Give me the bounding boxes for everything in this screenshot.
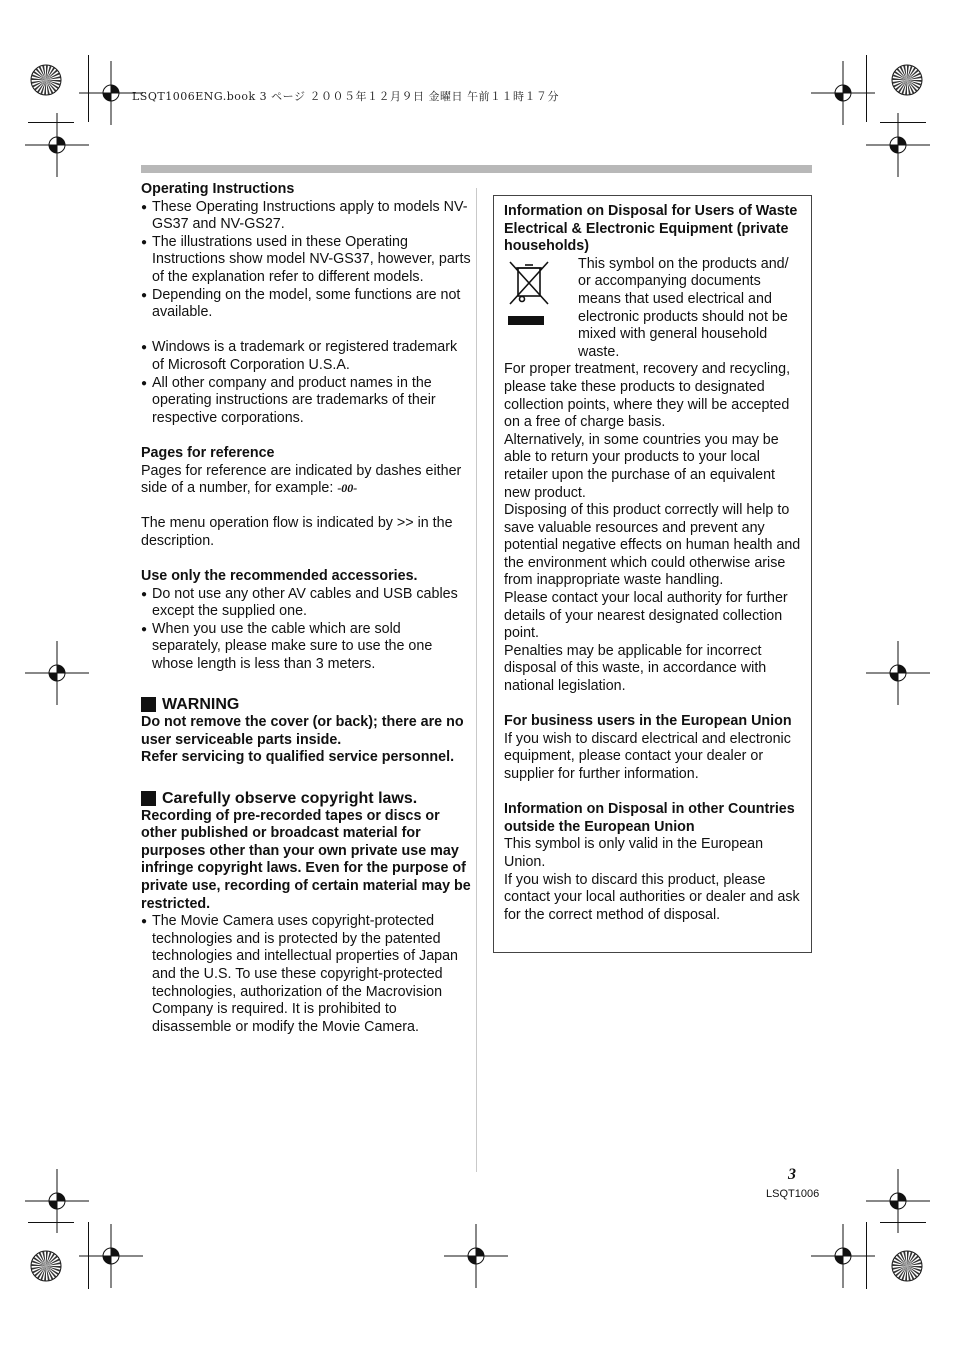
star-target-icon [29,63,63,97]
black-square-icon [141,697,156,712]
registration-mark-icon [444,1224,508,1288]
disposal-paragraph: Penalties may be applicable for incorrect disposal of this waste, in accordance with national legislation. [504,642,767,695]
business-users-text: If you wish to discard electrical and electronic equipment, please contact your dealer or supplier for further information. [504,730,791,782]
crop-mark [88,1222,89,1289]
menu-flow-text: The menu operation flow is indicated by >> in the description. [141,515,453,549]
print-header: LSQT1006ENG.book 3 ページ ２００５年１２月９日 金曜日 午前１１時１７分 [132,90,559,103]
trademark-list [141,339,471,427]
crop-mark [88,55,89,122]
crop-mark [28,1222,74,1223]
disposal-paragraph: For proper treatment, recovery and recycling, please take these products to designated collection points, where they will be accepted on a free of charge basis. [504,361,791,431]
disposal-info-box [493,195,812,953]
list-item: ● The Movie Camera uses copyright-protected technologies and is protected by the patented technologies and intellectual properties of Japan and the U.S. To use these copyright-protected technologies, authorization of the Macrovision Company is required. It is prohibited to disassemble or modify the Movie Camera. [141,913,471,1036]
star-target-icon [890,1249,924,1283]
list-item: ● When you use the cable which are sold separately, please make sure to use the one whose length is less than 3 meters. [141,621,471,674]
copyright-title: Carefully observe copyright laws. [141,789,471,808]
top-rule-bar [141,165,812,173]
disposal-paragraph: Please contact your local authority for further details of your nearest designated collection point. [504,590,788,642]
crop-mark [866,55,867,122]
accessories-heading: Use only the recommended accessories. [141,568,418,585]
other-countries-text: If you wish to discard this product, please contact your local authorities or dealer and ask for the correct method of disposal. [504,871,800,923]
registration-mark-icon [25,641,89,705]
business-users-heading: For business users in the European Union [504,713,792,730]
accessories-list [141,586,471,674]
registration-mark-icon [866,641,930,705]
crop-mark [880,122,926,123]
list-item: ● Depending on the model, some functions are not available. [141,287,471,322]
registration-mark-icon [866,1169,930,1233]
disposal-paragraph: Alternatively, in some countries you may be able to return your products to your local retailer upon the purchase of an equivalent new product. [504,431,779,501]
other-countries-text: This symbol is only valid in the European Union. [504,836,764,870]
crossed-out-wheelie-bin-icon [504,256,578,346]
list-item: ● These Operating Instructions apply to models NV-GS37 and NV-GS27. [141,199,471,234]
list-item: ● Windows is a trademark or registered trademark of Microsoft Corporation U.S.A. [141,339,471,374]
page-number: 3 [788,1166,796,1183]
other-countries-heading: Information on Disposal in other Countries outside the European Union [504,801,795,835]
list-item: ● The illustrations used in these Operating Instructions show model NV-GS37, however, parts of the explanation refer to different models. [141,234,471,287]
pages-reference-heading: Pages for reference [141,444,275,461]
crop-mark [28,122,74,123]
disposal-paragraph: Disposing of this product correctly will help to save valuable resources and prevent any potential negative effects on human health and the environment which could otherwise arise from inappropriate waste handling. [504,502,801,589]
symbol-text: This symbol on the products and/ or accompanying documents means that used electrical and electronic products should not be mixed with general household waste. [578,255,789,360]
warning-title: WARNING [141,695,471,714]
operating-instructions-list [141,199,471,322]
warning-text: Do not remove the cover (or back); there are no user serviceable parts inside. [141,714,464,748]
star-target-icon [29,1249,63,1283]
crop-mark [866,1222,867,1289]
copyright-text: Recording of pre-recorded tapes or discs or other published or broadcast material for purposes other than your own private use may infringe copyright laws. Even for the purpose of private use, recording of certain material may be restricted. [141,807,471,912]
list-item: ● Do not use any other AV cables and USB cables except the supplied one. [141,586,471,621]
document-code: LSQT1006 [766,1188,820,1200]
list-item: ● All other company and product names in the operating instructions are trademarks of their respective corporations. [141,375,471,428]
black-square-icon [141,791,156,806]
column-divider [476,188,477,1172]
copyright-list [141,913,471,1036]
page-example: -00- [337,481,358,496]
operating-instructions-heading: Operating Instructions [141,181,295,197]
star-target-icon [890,63,924,97]
symbol-row [504,256,805,362]
left-column [141,181,471,1036]
disposal-heading: Information on Disposal for Users of Waste Electrical & Electronic Equipment (private households) [504,203,798,255]
warning-service-text: Refer servicing to qualified service personnel. [141,749,455,766]
pages-reference-text: Pages for reference are indicated by dashes either side of a number, for example: -00- [141,462,462,497]
crop-mark [880,1222,926,1223]
